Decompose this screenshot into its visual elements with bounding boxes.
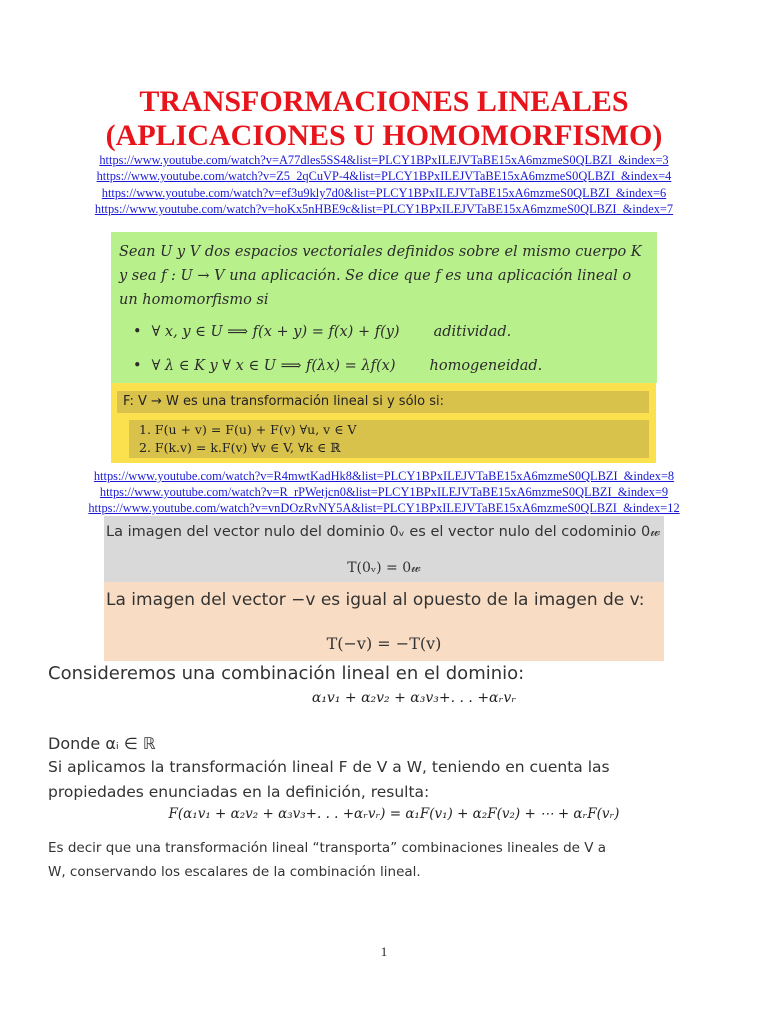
condition-item-1: 1. F(u + v) = F(u) + F(v) ∀u, v ∈ V xyxy=(139,422,357,437)
youtube-link-3[interactable]: https://www.youtube.com/watch?v=ef3u9kly7d0&list=PLCY1BPxILEJVTaBE15xA6mzmeS0QLBZI_&index=6 xyxy=(101,186,667,200)
condition-heading: F: V → W es una transformación lineal si y sólo si: xyxy=(117,391,649,413)
combination-intro: Consideremos una combinación lineal en el dominio: xyxy=(48,663,525,684)
definition-text: Sean U y V dos espacios vectoriales definidos sobre el mismo cuerpo K y sea f : U → V una aplicación. Se dice que f es una aplicación lineal o un homomorfismo si xyxy=(119,244,642,308)
result-formula: F(α₁v₁ + α₂v₂ + α₃v₃+. . . +αᵣvᵣ) = α₁F(v₁) + α₂F(v₂) + ⋯ + αᵣF(vᵣ) xyxy=(168,806,620,822)
homogeneity-label: homogeneidad. xyxy=(429,358,543,374)
youtube-link-7[interactable]: https://www.youtube.com/watch?v=vnDOzRvNY5A&list=PLCY1BPxILEJVTaBE15xA6mzmeS0QLBZI_&index=12 xyxy=(88,501,680,515)
youtube-link-5[interactable]: https://www.youtube.com/watch?v=R4mwtKadHk8&list=PLCY1BPxILEJVTaBE15xA6mzmeS0QLBZI_&index=8 xyxy=(93,469,675,483)
condition-list xyxy=(129,420,649,458)
page-number: 1 xyxy=(380,944,388,959)
youtube-link-2[interactable]: https://www.youtube.com/watch?v=Z5_2qCuVP-4&list=PLCY1BPxILEJVTaBE15xA6mzmeS0QLBZI_&index=4 xyxy=(96,169,672,183)
youtube-link-4[interactable]: https://www.youtube.com/watch?v=hoKx5nHBE9c&list=PLCY1BPxILEJVTaBE15xA6mzmeS0QLBZI_&index=7 xyxy=(94,202,674,216)
combination-formula: α₁v₁ + α₂v₂ + α₃v₃+. . . +αᵣvᵣ xyxy=(311,690,517,706)
title-line-1: TRANSFORMACIONES LINEALES xyxy=(139,85,629,118)
donde-text: Donde αᵢ ∈ ℝ xyxy=(48,734,156,753)
bullet-icon: • xyxy=(133,324,142,340)
homogeneity-bullet xyxy=(133,358,542,374)
apply-line-1: Si aplicamos la transformación lineal F de V a W, teniendo en cuenta las xyxy=(48,758,610,776)
apply-line-2: propiedades enunciadas en la definición, resulta: xyxy=(48,783,430,801)
additivity-label: aditividad. xyxy=(433,324,512,340)
null-vector-text: La imagen del vector nulo del dominio 0ᵥ es el vector nulo del codominio 0𝓌 xyxy=(106,524,661,540)
additivity-bullet xyxy=(133,324,511,340)
condition-box xyxy=(111,383,656,463)
opposite-vector-formula: T(−v) = −T(v) xyxy=(326,634,442,653)
title-line-2: (APLICACIONES U HOMOMORFISMO) xyxy=(105,119,663,152)
youtube-link-6[interactable]: https://www.youtube.com/watch?v=R_rPWetjcn0&list=PLCY1BPxILEJVTaBE15xA6mzmeS0QLBZI_&index=9 xyxy=(99,485,669,499)
definition-box xyxy=(111,232,657,383)
null-vector-formula: T(0ᵥ) = 0𝓌 xyxy=(347,560,421,576)
homogeneity-formula: ∀ λ ∈ K y ∀ x ∈ U ⟹ f(λx) = λf(x) xyxy=(151,358,396,374)
opposite-vector-property xyxy=(104,582,664,661)
condition-item-2: 2. F(k.v) = k.F(v) ∀v ∈ V, ∀k ∈ ℝ xyxy=(139,440,341,455)
opposite-vector-text: La imagen del vector −v es igual al opuesto de la imagen de v: xyxy=(106,590,645,610)
additivity-formula: ∀ x, y ∈ U ⟹ f(x + y) = f(x) + f(y) xyxy=(151,324,400,340)
conclusion-line-2: W, conservando los escalares de la combinación lineal. xyxy=(48,864,421,880)
conclusion-line-1: Es decir que una transformación lineal “transporta” combinaciones lineales de V a xyxy=(48,840,607,856)
null-vector-property xyxy=(104,516,664,582)
youtube-link-1[interactable]: https://www.youtube.com/watch?v=A77dles5SS4&list=PLCY1BPxILEJVTaBE15xA6mzmeS0QLBZI_&index=3 xyxy=(99,153,669,167)
bullet-icon: • xyxy=(133,358,142,374)
